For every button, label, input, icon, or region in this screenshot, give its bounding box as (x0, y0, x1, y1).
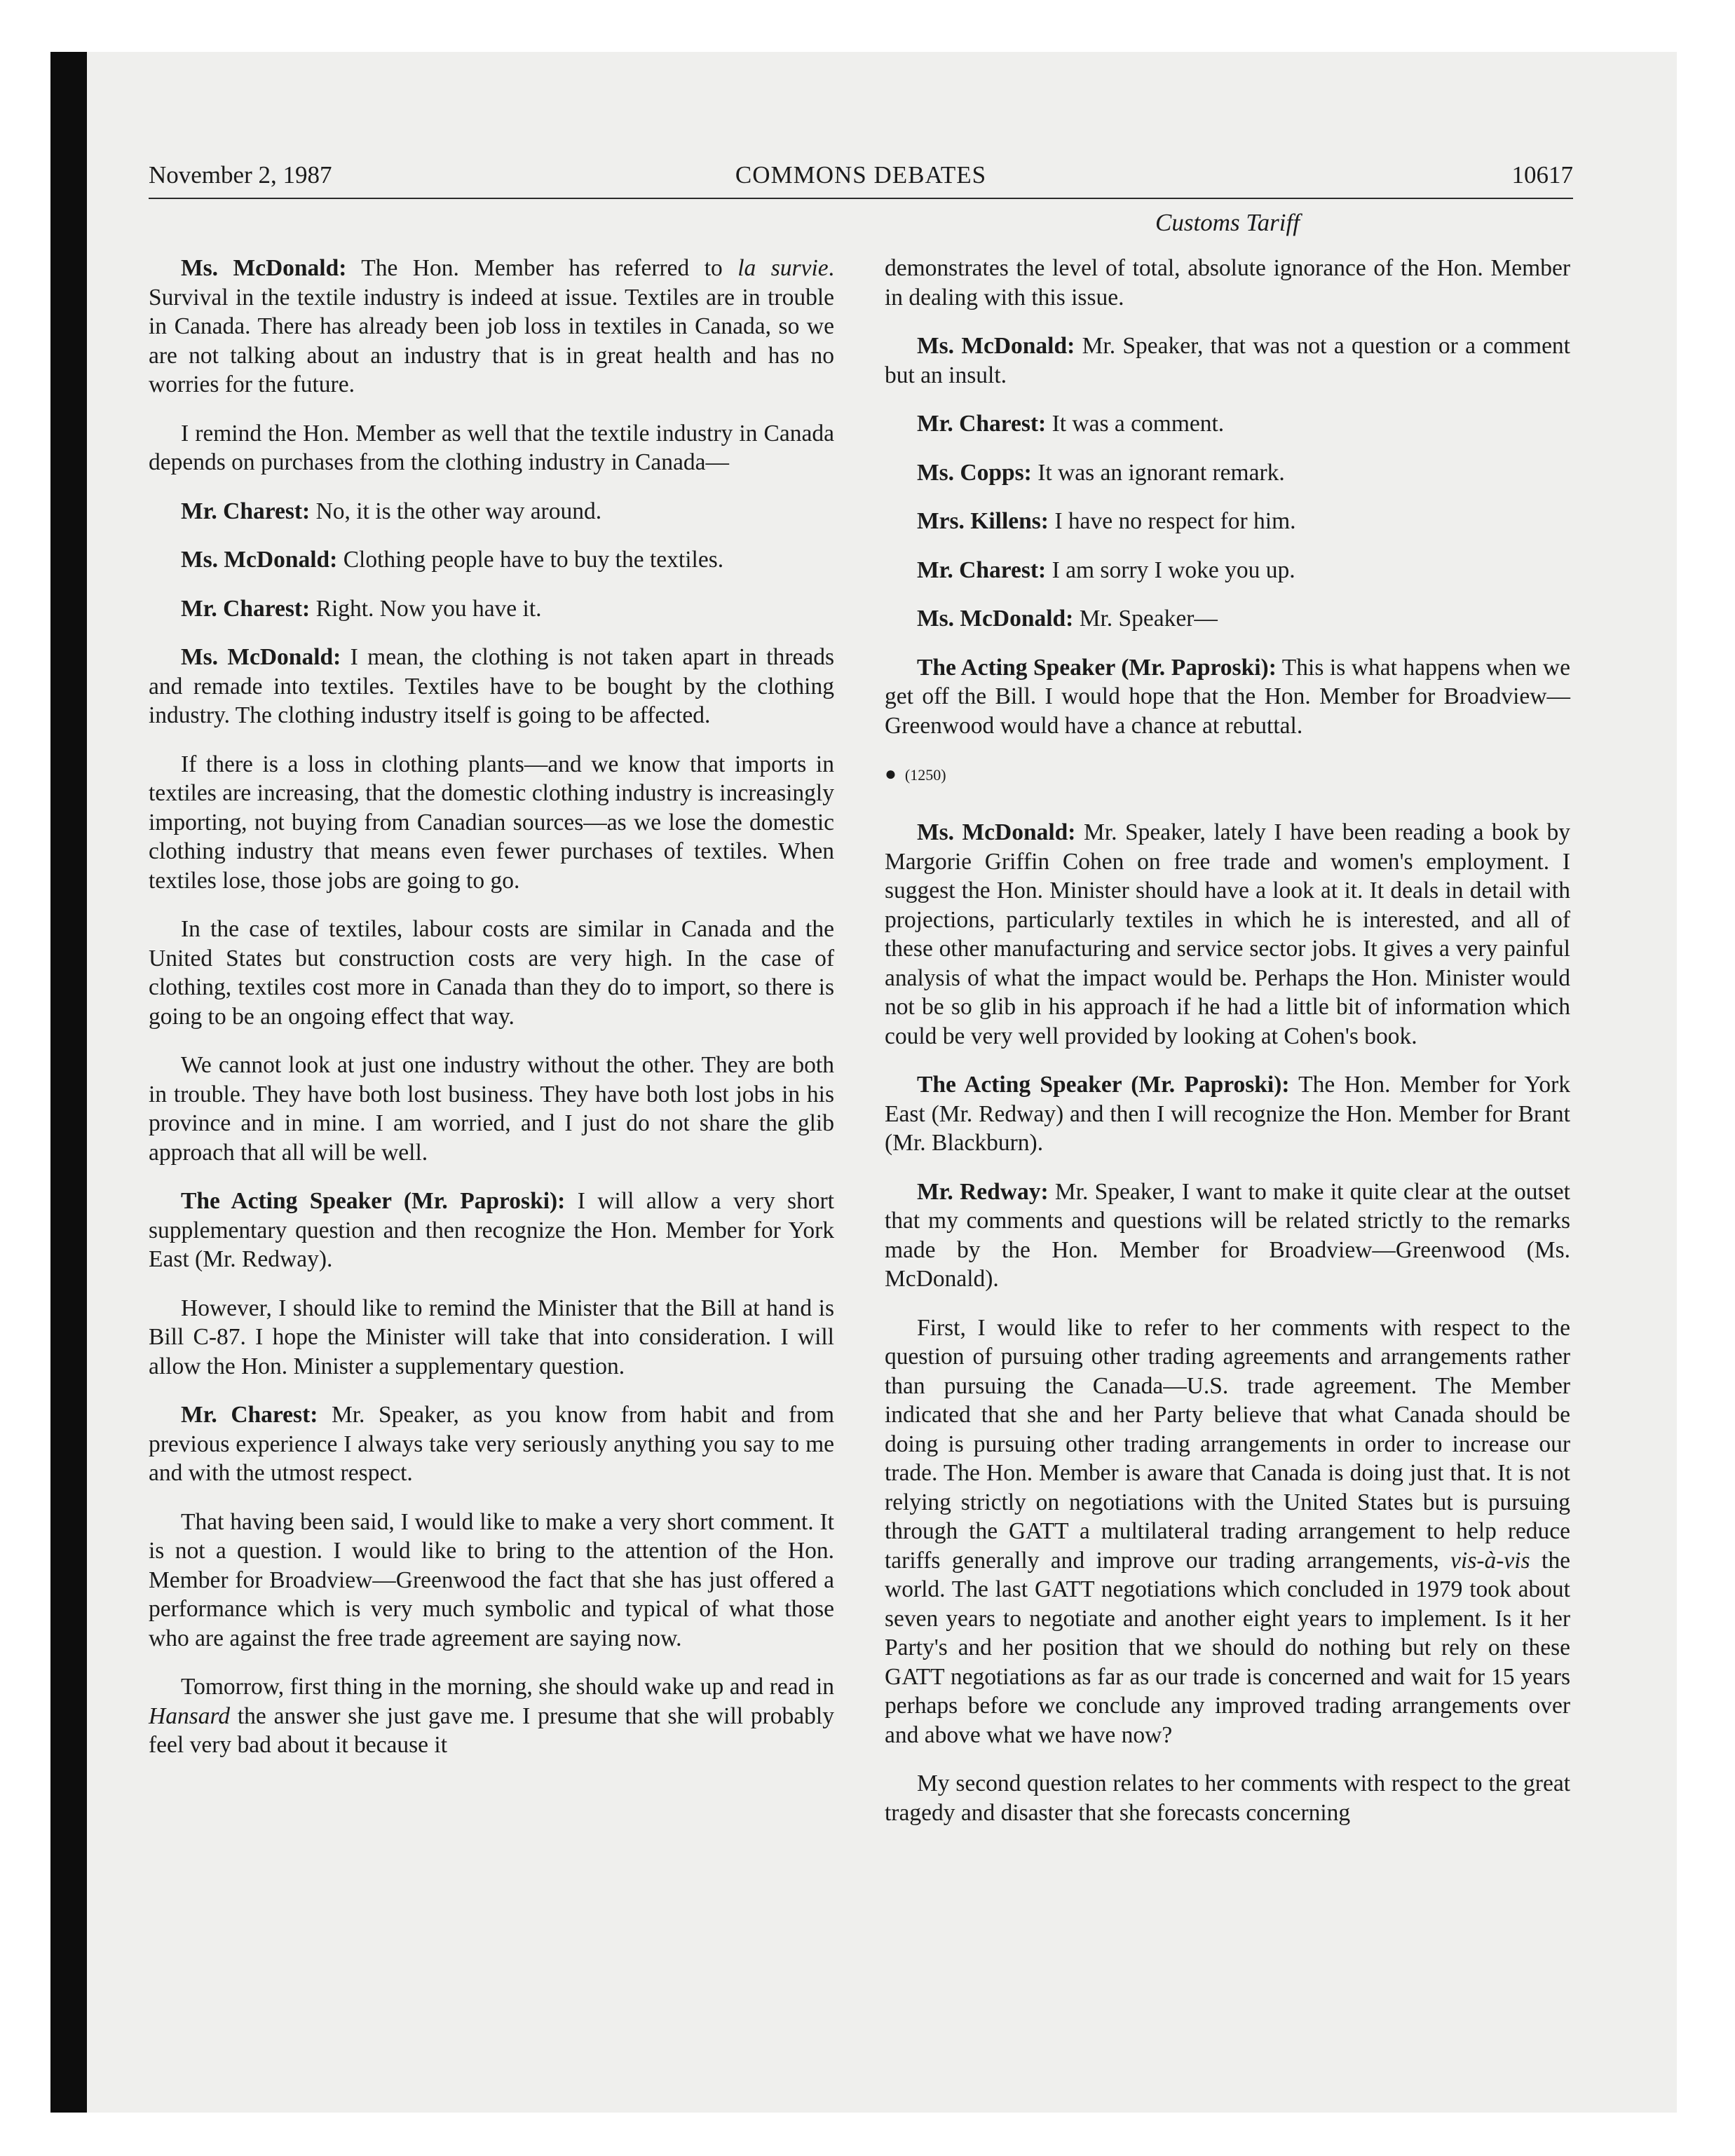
paragraph-text: Mr. Speaker, that was not a question or a comment but an insult. (885, 333, 1570, 388)
paragraph-text: I mean, the clothing is not taken apart in threads and remade into textiles. Textiles have to be bought by the clothing industry. The clothing industry itself is going to be affected. (149, 644, 834, 728)
paragraph-text: It was a comment. (1046, 411, 1225, 437)
speaker-name: The Acting Speaker (Mr. Paproski): (917, 1072, 1290, 1098)
paragraph-text: We cannot look at just one industry without the other. They are both in trouble. They have both lost business. They have both lost jobs in his province and in mine. I am worried, and I just do not share the glib approach that all will be well. (149, 1052, 834, 1166)
paragraph (149, 1294, 834, 1381)
paragraph-text: I am sorry I woke you up. (1046, 557, 1295, 583)
paragraph (149, 1187, 834, 1274)
header-title: COMMONS DEBATES (735, 161, 987, 189)
speaker-name: Mr. Charest: (181, 595, 311, 622)
paragraph-text: Tomorrow, first thing in the morning, she should wake up and read in (181, 1674, 834, 1700)
paragraph (885, 1178, 1570, 1294)
bullet-icon: ● (885, 763, 897, 785)
paragraph (885, 332, 1570, 390)
paragraph (149, 254, 834, 400)
speaker-name: The Acting Speaker (Mr. Paproski): (917, 654, 1277, 681)
paragraph (885, 409, 1570, 439)
paragraph-text: Clothing people have to buy the textiles. (337, 547, 724, 573)
speaker-name: The Acting Speaker (Mr. Paproski): (181, 1188, 566, 1214)
paragraph-text: Mr. Speaker, as you know from habit and from previous experience I always take very seriously anything you say to me and with the utmost respect. (149, 1402, 834, 1486)
speaker-name: Mr. Charest: (181, 1402, 318, 1428)
header-page-number: 10617 (1511, 161, 1573, 189)
paragraph-text: I have no respect for him. (1048, 508, 1296, 534)
header-date: November 2, 1987 (149, 161, 332, 189)
paragraph (149, 1400, 834, 1488)
paragraph (885, 653, 1570, 741)
paragraph-text: the answer she just gave me. I presume that she will probably feel very bad about it because it (149, 1703, 834, 1758)
paragraph-text: It was an ignorant remark. (1031, 459, 1285, 486)
paragraph (149, 750, 834, 896)
paragraph-text: I remind the Hon. Member as well that the textile industry in Canada depends on purchases from the clothing industry in Canada— (149, 420, 834, 475)
paragraph (149, 1508, 834, 1653)
speaker-name: Ms. McDonald: (181, 644, 341, 670)
paragraph-text: Right. Now you have it. (310, 595, 542, 622)
italic-text: la survie (737, 255, 829, 281)
paragraph (885, 556, 1570, 585)
left-column (149, 254, 834, 1780)
paragraph-text: This is what happens when we get off the Bill. I would hope that the Hon. Member for Broadview—Greenwood would have a chance at rebuttal. (885, 654, 1570, 739)
paragraph-text: That having been said, I would like to make a very short comment. It is not a question. I would like to bring to the attention of the Hon. Member for Broadview—Greenwood the fact that she has just offered a performance which is very much symbolic and typical of what those who are against the free trade agreement are saying now. (149, 1508, 834, 1651)
paragraph (885, 458, 1570, 488)
speaker-name: Ms. McDonald: (917, 606, 1074, 632)
paragraph (149, 594, 834, 624)
speaker-name: Ms. McDonald: (917, 333, 1075, 359)
paragraph-text: The Hon. Member for York East (Mr. Redway) and then I will recognize the Hon. Member for Brant (Mr. Blackburn). (885, 1072, 1570, 1156)
paragraph (149, 497, 834, 526)
paragraph-text: First, I would like to refer to her comments with respect to the question of pursuing other trading agreements and arrangements rather than pursuing the Canada—U.S. trade agreement. The Member indicated that she and her Party believe that what Canada should be doing is pursuing other trading arrangements in order to increase our trade. The Hon. Member is aware that Canada is doing just that. It is not relying strictly on negotiations with the United States but is pursuing through the GATT a multilateral trading arrangement to help reduce tariffs generally and improve our trading arrangements, (885, 1314, 1570, 1574)
italic-text: vis-à-vis (1450, 1547, 1530, 1574)
speaker-name: Ms. McDonald: (917, 819, 1076, 845)
paragraph (885, 1070, 1570, 1158)
paragraph (885, 507, 1570, 536)
speaker-name: Ms. Copps: (917, 459, 1032, 486)
time-marker-text: (1250) (904, 766, 946, 784)
paragraph-text: However, I should like to remind the Minister that the Bill at hand is Bill C-87. I hope the Minister will take that into consideration. I will allow the Hon. Minister a supplementary question. (149, 1295, 834, 1379)
paragraph (885, 1314, 1570, 1750)
paragraph (885, 254, 1570, 312)
speaker-name: Mr. Charest: (917, 557, 1047, 583)
speaker-name: Ms. McDonald: (181, 255, 347, 281)
paragraph-text: demonstrates the level of total, absolute ignorance of the Hon. Member in dealing with this issue. (885, 255, 1570, 311)
paragraph-text: The Hon. Member has referred to (346, 255, 738, 281)
paragraph (885, 818, 1570, 1051)
right-column (885, 254, 1570, 1847)
paragraph-text: Mr. Speaker, I want to make it quite clear at the outset that my comments and questions will be related strictly to the remarks made by the Hon. Member for Broadview—Greenwood (Ms. McDonald). (885, 1178, 1570, 1292)
speaker-name: Mrs. Killens: (917, 508, 1049, 534)
paragraph-text: No, it is the other way around. (310, 498, 602, 524)
section-title: Customs Tariff (1155, 209, 1300, 236)
speaker-name: Mr. Charest: (917, 411, 1047, 437)
paragraph-text: In the case of textiles, labour costs are similar in Canada and the United States but construction costs are very high. In the case of clothing, textiles cost more in Canada than they do to import, so there is going to be an ongoing effect that way. (149, 916, 834, 1030)
paragraph-text: the world. The last GATT negotiations which concluded in 1979 took about seven years to negotiate and another eight years to implement. Is it her Party's and her position that we should do nothing but rely on these GATT negotiations as far as our trade is concerned and wait for 15 years perhaps before we conclude any improved trading arrangements over and above what we have now? (885, 1547, 1570, 1748)
paragraph-text: I will allow a very short supplementary question and then recognize the Hon. Member for York East (Mr. Redway). (149, 1188, 834, 1272)
time-marker (885, 764, 1570, 786)
scan-edge (50, 52, 87, 2113)
paragraph (149, 419, 834, 477)
paragraph (149, 915, 834, 1031)
paragraph (885, 1769, 1570, 1827)
italic-text: Hansard (149, 1703, 231, 1729)
paragraph-text: Mr. Speaker— (1073, 606, 1218, 632)
speaker-name: Mr. Charest: (181, 498, 311, 524)
page-header (149, 160, 1573, 199)
speaker-name: Mr. Redway: (917, 1178, 1049, 1205)
paragraph-text: My second question relates to her comments with respect to the great tragedy and disaster that she forecasts concerning (885, 1770, 1570, 1826)
paragraph-text: . Survival in the textile industry is indeed at issue. Textiles are in trouble in Canada. There has already been job loss in textiles in Canada, so we are not talking about an industry that is in great health and has no worries for the future. (149, 255, 834, 397)
paragraph (149, 1672, 834, 1760)
paragraph-text: Mr. Speaker, lately I have been reading a book by Margorie Griffin Cohen on free trade and women's employment. I suggest the Hon. Minister should have a look at it. It deals in detail with projections, particularly textiles in which he is interested, and all of these other manufacturing and service sector jobs. It gives a very painful analysis of what the impact would be. Perhaps the Hon. Minister would not be so glib in his approach if he had a little bit of information which could be very well provided by looking at Cohen's book. (885, 819, 1570, 1049)
paragraph (885, 604, 1570, 634)
paragraph (149, 643, 834, 730)
paragraph (149, 545, 834, 575)
paragraph-text: If there is a loss in clothing plants—and we know that imports in textiles are increasing, that the domestic clothing industry is increasingly importing, not buying from Canadian sources—as we lose the domestic clothing industry that means even fewer purchases of textiles. When textiles lose, those jobs are going to go. (149, 751, 834, 894)
paragraph (149, 1051, 834, 1167)
speaker-name: Ms. McDonald: (181, 547, 338, 573)
